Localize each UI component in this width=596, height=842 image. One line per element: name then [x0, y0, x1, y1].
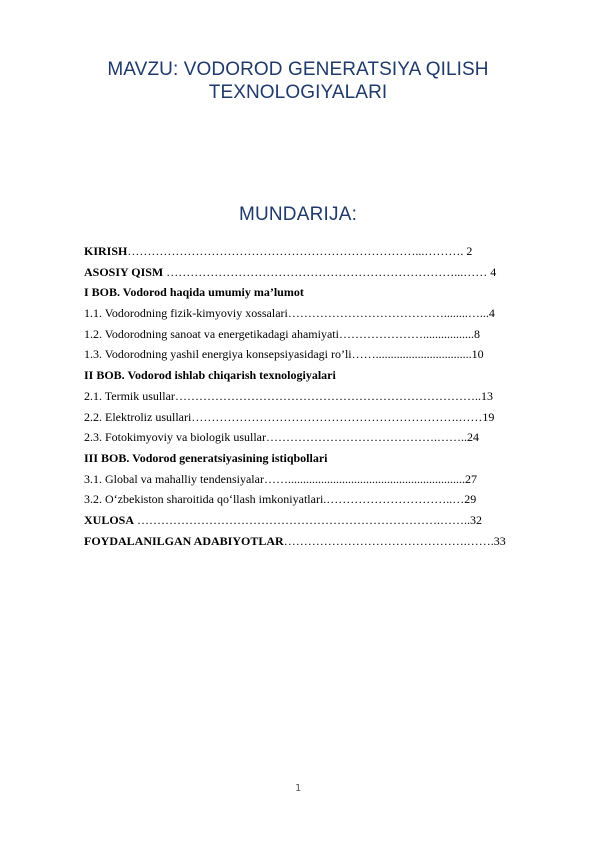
toc-entry [84, 386, 560, 407]
toc-entry [84, 262, 560, 283]
toc-entry-leader-page: ………………………………………………………….……19 [191, 409, 495, 424]
toc-entry-leader-page: …………………………………………………………………..13 [174, 388, 493, 403]
toc-entry-leader-page: ………………………………………………………………...…… 4 [163, 264, 497, 279]
table-of-contents [84, 241, 560, 551]
toc-entry [84, 510, 560, 531]
toc-entry-leader-page: …………………………………........…...4 [287, 306, 495, 321]
toc-entry-title: 2.1. Termik usullar [84, 388, 175, 403]
toc-entry-title: 2.2. Elektroliz usullari [84, 409, 192, 424]
toc-entry-title: 3.2. O‘zbekiston sharoitida qo‘llash imkoniyatlari. [84, 492, 327, 507]
document-title: MAVZU: VODOROD GENERATSIYA QILISH TEXNOLOGIYALARI [107, 59, 489, 103]
toc-entry-title: KIRISH [84, 244, 128, 258]
toc-entry [84, 241, 560, 262]
toc-chapter-heading [84, 448, 560, 469]
toc-entry-leader-page: …………………………..…29 [326, 492, 477, 507]
toc-entry-title: XULOSA [84, 512, 135, 527]
toc-entry [84, 427, 560, 448]
toc-entry-leader-page: ………………………………………………………………….……..32 [134, 512, 483, 527]
toc-entry-title: ASOSIY QISM [84, 264, 164, 279]
toc-entry [84, 303, 560, 324]
toc-entry-title: 2.3. Fotokimyoviy va biologik usullar [84, 430, 266, 445]
toc-entry-leader-page: ………………………………………………………………...………. 2 [127, 244, 473, 258]
toc-entry [84, 469, 560, 490]
page-number: 1 [294, 783, 302, 794]
toc-entry-leader-page: ……................................10 [351, 347, 484, 362]
toc-entry-leader-page: ……………………………………….…….33 [283, 533, 506, 548]
toc-entry-title: FOYDALANILGAN ADABIYOTLAR [84, 533, 284, 548]
toc-entry [84, 489, 560, 510]
toc-chapter-heading [84, 282, 560, 303]
toc-entry-title: 1.2. Vodorodning sanoat va energetikadagi ahamiyati [84, 326, 339, 341]
toc-chapter-title: II BOB. Vodorod ishlab chiqarish texnologiyalari [84, 368, 336, 383]
toc-heading: MUNDARIJA: [238, 204, 358, 225]
toc-entry [84, 344, 560, 365]
toc-entry [84, 407, 560, 428]
toc-entry-leader-page: ……...........................................................27 [263, 471, 477, 486]
toc-chapter-heading [84, 365, 560, 386]
toc-entry-leader-page: ………………….................8 [338, 326, 480, 341]
toc-entry [84, 324, 560, 345]
toc-chapter-title: I BOB. Vodorod haqida umumiy ma’lumot [84, 285, 304, 300]
toc-chapter-title: III BOB. Vodorod generatsiyasining istiqbollari [84, 450, 328, 465]
toc-entry-title: 1.3. Vodorodning yashil energiya konsepsiyasidagi ro’li [84, 347, 352, 362]
toc-entry [84, 531, 560, 552]
toc-entry-title: 3.1. Global va mahalliy tendensiyalar [84, 471, 264, 486]
toc-entry-title: 1.1. Vodorodning fizik-kimyoviy xossalari [84, 306, 288, 321]
toc-entry-leader-page: …………………………………….……..24 [266, 430, 479, 445]
